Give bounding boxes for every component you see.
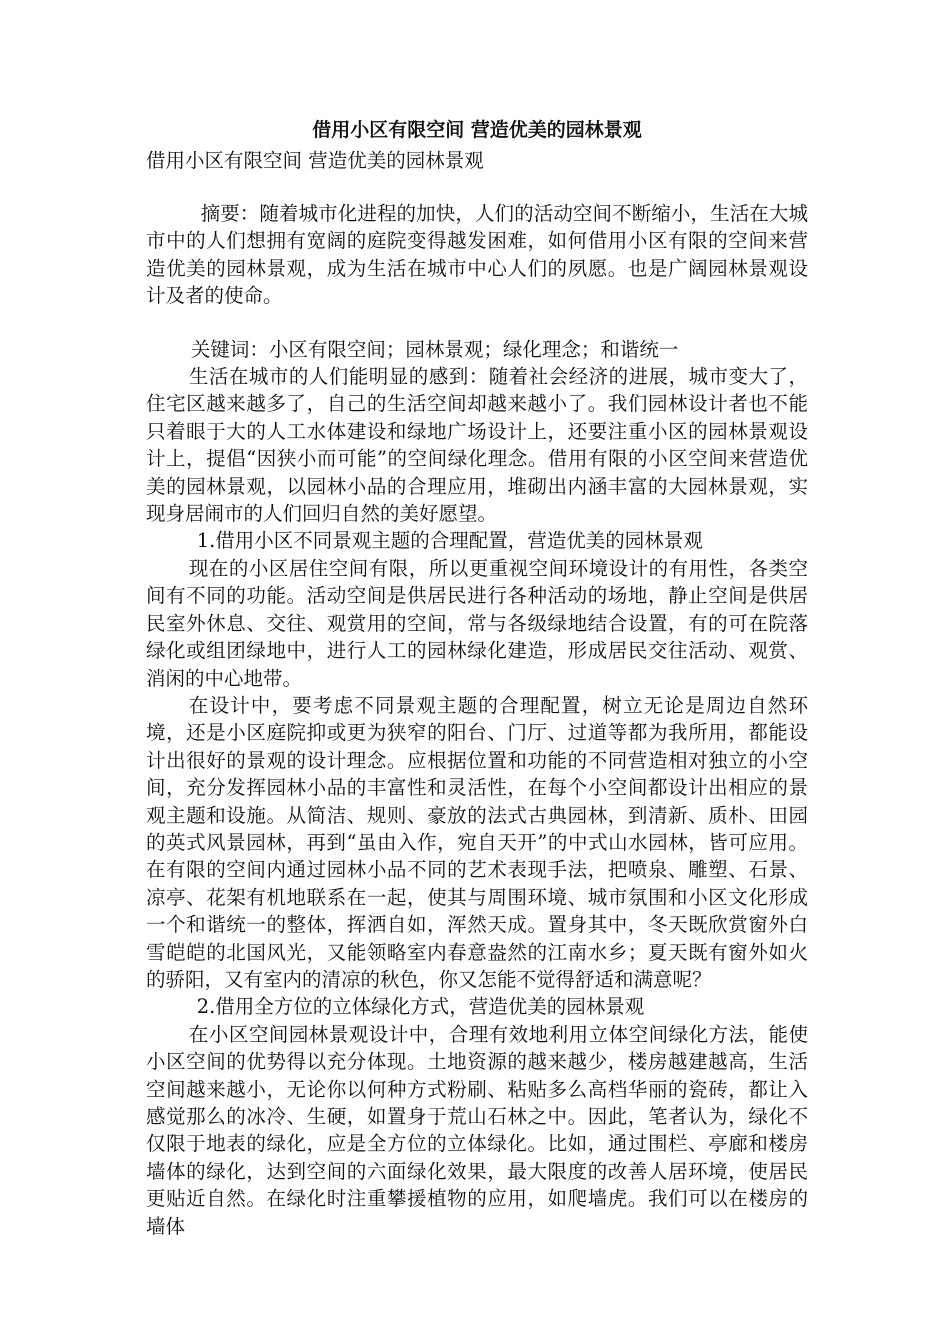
document-subtitle: 借用小区有限空间 营造优美的园林景观 (146, 149, 484, 172)
section1-paragraph-1: 现在的小区居住空间有限，所以更重视空间环境设计的有用性，各类空间有不同的功能。活动空间是供居民进行各种活动的场地，静止空间是供居民室外休息、交往、观赏用的空间，常与各级绿地结合设置，有的可在院落绿化或组团绿地中，进行人工的园林绿化建造，形成居民交往活动、观赏、消闲的中心地带。 (146, 556, 808, 690)
section2-paragraph-1: 在小区空间园林景观设计中，合理有效地利用立体空间绿化方法，能使小区空间的优势得以充分体现。土地资源的越来越少，楼房越建越高，生活空间越来越小，无论你以何种方式粉刷、粘贴多么高档华丽的瓷砖，都让入感觉那么的冰冷、生硬，如置身于荒山石林之中。因此，笔者认为，绿化不仅限于地表的绿化，应是全方位的立体绿化。比如，通过围栏、亭廊和楼房墙体的绿化，达到空间的六面绿化效果，最大限度的改善人居环境，使居民更贴近自然。在绿化时注重攀援植物的应用，如爬墙虎。我们可以在楼房的墙体 (146, 1022, 808, 1238)
section1-heading: 1.借用小区不同景观主题的合理配置，营造优美的园林景观 (196, 529, 703, 553)
abstract-paragraph: 摘要：随着城市化进程的加快，人们的活动空间不断缩小，生活在大城市中的人们想拥有宽阔的庭院变得越发困难，如何借用小区有限的空间来营造优美的园林景观，成为生活在城市中心人们的夙愿。也是广阔园林景观设计及者的使命。 (146, 202, 808, 308)
keywords-line: 关键词：小区有限空间；园林景观；绿化理念；和谐统一 (190, 337, 679, 361)
section2-heading: 2.借用全方位的立体绿化方式，营造优美的园林景观 (196, 995, 645, 1019)
spacer (146, 174, 808, 200)
spacer (146, 310, 808, 336)
document-page (146, 118, 808, 1240)
intro-paragraph: 生活在城市的人们能明显的感到：随着社会经济的进展，城市变大了，住宅区越来越多了，自己的生活空间却越来越小了。我们园林设计者也不能只着眼于大的人工水体建设和绿地广场设计上，还要注重小区的园林景观设计上，提倡“因狭小而可能”的空间绿化理念。借用有限的小区空间来营造优美的园林景观，以园林小品的合理应用，堆砌出内涵丰富的大园林景观，实现身居闹市的人们回归自然的美好愿望。 (146, 365, 808, 526)
document-title: 借用小区有限空间 营造优美的园林景观 (312, 119, 642, 141)
section1-paragraph-2: 在设计中，要考虑不同景观主题的合理配置，树立无论是周边自然环境，还是小区庭院抑或更为狭窄的阳台、门厅、过道等都为我所用，都能设计出很好的景观的设计理念。应根据位置和功能的不同营造相对独立的小空间，充分发挥园林小品的丰富性和灵活性，在每个小空间都设计出相应的景观主题和设施。从简洁、规则、豪放的法式古典园林，到清新、质朴、田园的英式风景园林，再到“虽由入作，宛自天开”的中式山水园林，皆可应用。在有限的空间内通过园林小品不同的艺术表现手法，把喷泉、雕塑、石景、凉亭、花架有机地联系在一起，使其与周围环境、城市氛围和小区文化形成一个和谐统一的整体，挥洒自如，浑然天成。置身其中，冬天既欣赏窗外白雪皑皑的北国风光，又能领略室内春意盎然的江南水乡；夏天既有窗外如火的骄阳，又有室内的清凉的秋色，你又怎能不觉得舒适和满意呢？ (146, 693, 808, 991)
